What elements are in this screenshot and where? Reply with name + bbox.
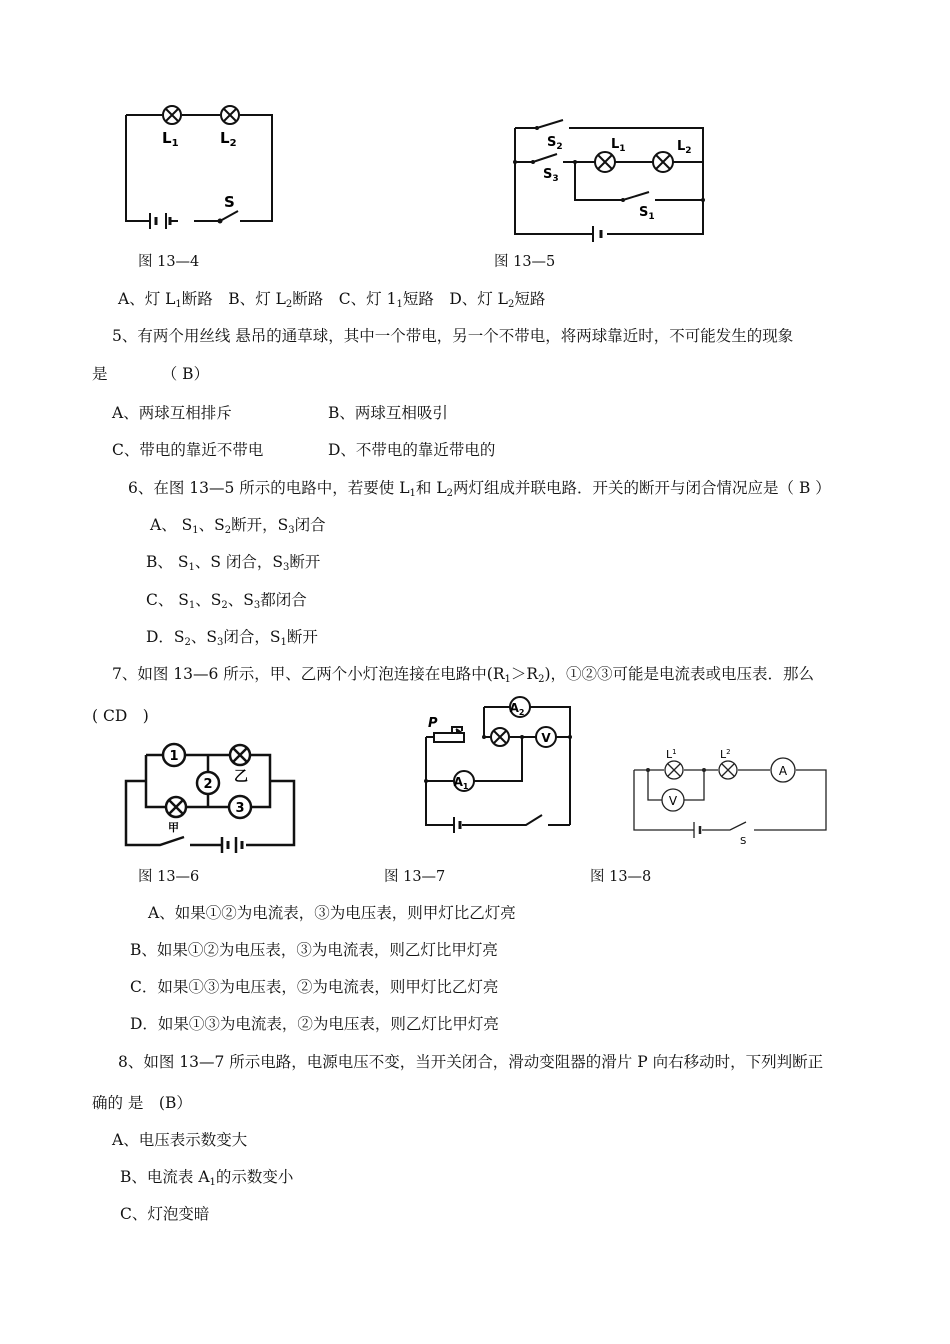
svg-text:A1: $A_1$ bbox=[453, 775, 469, 791]
q5-option-b: B、两球互相吸引 bbox=[328, 404, 448, 422]
svg-text:L1: $L_1$ bbox=[611, 137, 626, 154]
svg-text:L2: $L_2$ bbox=[220, 129, 237, 149]
fig5-label-l2: L bbox=[677, 139, 686, 154]
fig7-label-a2: A bbox=[509, 701, 519, 715]
figure-13-8-caption: 图 13—8 bbox=[590, 869, 652, 885]
svg-text:L1: $L_1$ bbox=[162, 129, 179, 149]
fig6-label-jia: 甲 bbox=[168, 821, 179, 834]
fig7-label-v: V bbox=[541, 731, 551, 745]
fig4-label-l1: L bbox=[162, 129, 172, 147]
q7-option-c: C．如果①③为电压表，②为电流表，则甲灯比乙灯亮 bbox=[130, 978, 499, 996]
figure-13-7-caption: 图 13—7 bbox=[384, 869, 446, 885]
figure-13-8 bbox=[628, 740, 833, 850]
lamp-l2-icon bbox=[719, 761, 737, 779]
q6-option-c: C、 $S_1$、$S_2$、$S_3$都闭合 bbox=[146, 591, 307, 611]
q8-stem-line2: 确的 是 (B） bbox=[92, 1094, 192, 1112]
q8-option-c: C、灯泡变暗 bbox=[120, 1205, 210, 1223]
fig6-meter-3-label: 3 bbox=[235, 801, 245, 816]
lamp-l2-icon bbox=[221, 106, 239, 124]
svg-text:L2: $L^2$ bbox=[720, 748, 731, 761]
fig7-label-a1: A bbox=[453, 775, 463, 789]
fig6-meter-2-label: 2 bbox=[203, 777, 213, 792]
fig6-meter-1-label: 1 bbox=[169, 749, 179, 764]
fig8-label-v: V bbox=[668, 794, 678, 808]
lamp-l1-icon bbox=[595, 152, 615, 172]
figure-13-6 bbox=[118, 735, 303, 860]
fig8-label-s: S bbox=[740, 836, 747, 847]
fig8-label-l1: L bbox=[666, 748, 673, 761]
q7-option-d: D．如果①③为电流表，②为电压表，则乙灯比甲灯亮 bbox=[130, 1015, 499, 1033]
q6-option-d: D．$S_2$、$S_3$闭合，$S_1$断开 bbox=[146, 628, 318, 648]
fig5-label-s1: S bbox=[639, 205, 649, 220]
fig4-label-l2: L bbox=[220, 129, 230, 147]
figure-13-7 bbox=[418, 695, 583, 830]
q6-option-a: A、 $S_1$、$S_2$断开，$S_3$闭合 bbox=[150, 516, 326, 536]
fig5-label-s2: S bbox=[547, 135, 557, 150]
q4-options: A、灯 $L_1$断路 B、灯 $L_2$断路 C、灯 $1_1$短路 D、灯 $L_2$短路 bbox=[118, 290, 546, 310]
q5-option-c: C、带电的靠近不带电 bbox=[112, 441, 264, 459]
lamp-l1-icon bbox=[163, 106, 181, 124]
lamp-l2-icon bbox=[653, 152, 673, 172]
q6-option-b: B、 $S_1$、S 闭合，$S_3$断开 bbox=[146, 553, 321, 573]
lamp-jia-icon bbox=[166, 797, 186, 817]
fig7-label-p: P bbox=[428, 716, 438, 731]
q7-option-a: A、如果①②为电流表，③为电压表，则甲灯比乙灯亮 bbox=[148, 904, 516, 922]
svg-text:S2: $S_2$ bbox=[547, 135, 563, 152]
q8-stem-line1: 8、如图 13—7 所示电路，电源电压不变，当开关闭合，滑动变阻器的滑片 P 向右移动时，下列判断正 bbox=[118, 1053, 824, 1071]
q7-stem: 7、如图 13—6 所示，甲、乙两个小灯泡连接在电路中$(R_1>R_2)$，①②③可能是电流表或电压表．那么 bbox=[112, 665, 815, 685]
q5-stem-line2: 是 （ B） bbox=[92, 365, 210, 383]
lamp-icon bbox=[491, 728, 509, 746]
figure-13-5 bbox=[505, 110, 715, 245]
svg-text:S1: $S_1$ bbox=[639, 205, 655, 222]
q7-answer: ( CD ) bbox=[92, 707, 149, 725]
lamp-yi-icon bbox=[230, 745, 250, 765]
fig6-label-yi: 乙 bbox=[234, 769, 248, 785]
svg-text:L2: $L_2$ bbox=[677, 139, 692, 156]
figure-13-5-caption: 图 13—5 bbox=[494, 254, 556, 270]
q5-option-a: A、两球互相排斥 bbox=[112, 404, 232, 422]
q8-option-b: B、电流表 $A_1$的示数变小 bbox=[120, 1168, 294, 1188]
lamp-l1-icon bbox=[665, 761, 683, 779]
q7-option-b: B、如果①②为电压表，③为电流表，则乙灯比甲灯亮 bbox=[130, 941, 498, 959]
fig5-label-l1: L bbox=[611, 137, 620, 152]
svg-text:S3: $S_3$ bbox=[543, 167, 559, 184]
fig4-label-s: S bbox=[224, 193, 235, 211]
fig8-label-a: A bbox=[778, 764, 788, 778]
svg-text:A2: $A_2$ bbox=[509, 701, 525, 717]
q8-option-a: A、电压表示数变大 bbox=[112, 1131, 248, 1149]
fig8-label-l2: L bbox=[720, 748, 727, 761]
q5-option-d: D、不带电的靠近带电的 bbox=[328, 441, 496, 459]
q5-stem-line1: 5、有两个用丝线 悬吊的通草球，其中一个带电，另一个不带电，将两球靠近时，不可能发生的现象 bbox=[112, 327, 794, 345]
figure-13-6-caption: 图 13—6 bbox=[138, 869, 200, 885]
q6-stem: 6、在图 13—5 所示的电路中，若要使 $L_1$和 $L_2$两灯组成并联电路．开关的断开与闭合情况应是（ B ） bbox=[128, 479, 831, 499]
svg-text:L1: $L^1$ bbox=[666, 748, 677, 761]
fig5-label-s3: S bbox=[543, 167, 553, 182]
figure-13-4-caption: 图 13—4 bbox=[138, 254, 200, 270]
figure-13-4 bbox=[110, 95, 290, 235]
